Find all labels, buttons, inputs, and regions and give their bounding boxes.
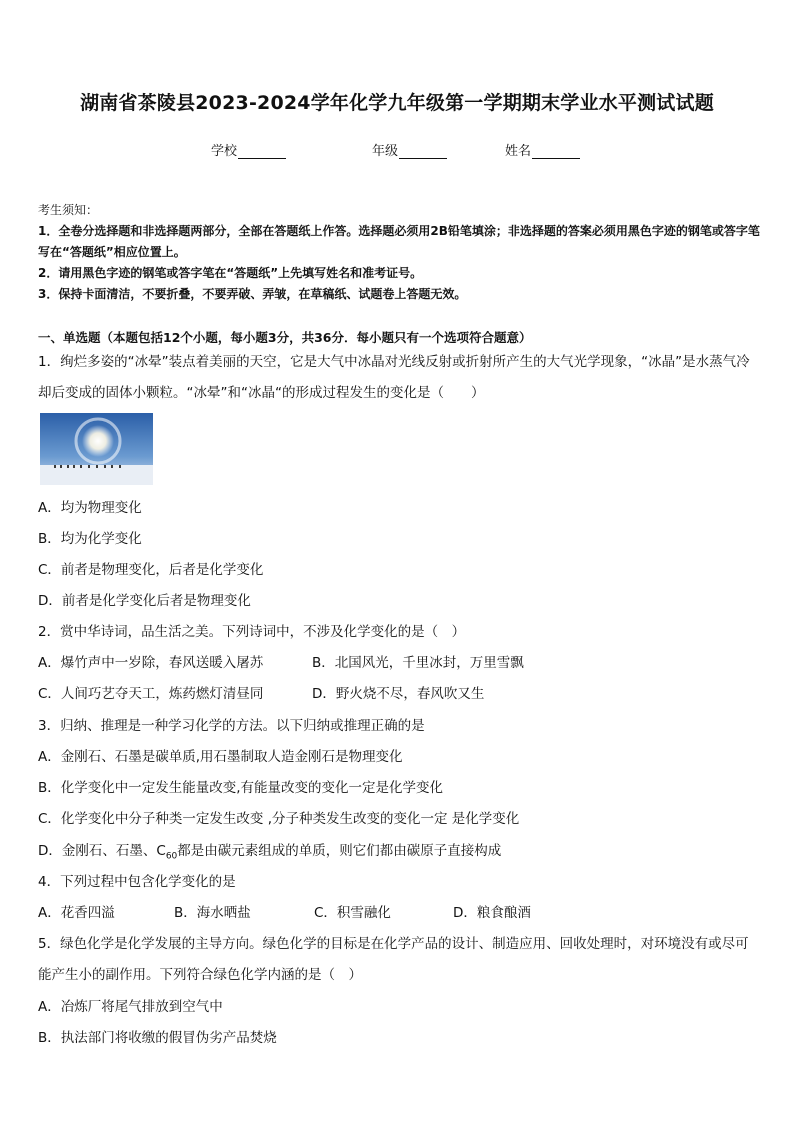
q1-option-a: A．均为物理变化 (38, 500, 142, 516)
q2-option-a: A．爆竹声中一岁除，春风送暖入屠苏 (38, 655, 264, 671)
grade-blank[interactable] (399, 145, 447, 159)
section-title: 一、单选题（本题包括12个小题，每小题3分，共36分．每小题只有一个选项符合题意） (38, 330, 532, 345)
ice-halo-photo (40, 413, 153, 485)
q4-option-b: B．海水晒盐 (174, 905, 251, 921)
q3-option-d-prefix: D．金刚石、石墨、C (38, 843, 166, 859)
notice-item: 3．保持卡面清洁，不要折叠，不要弄破、弄皱，在草稿纸、试题卷上答题无效。 (38, 287, 467, 301)
q3-option-c: C．化学变化中分子种类一定发生改变 ,分子种类发生改变的变化一定 是化学变化 (38, 811, 520, 827)
question-4-stem: 4．下列过程中包含化学变化的是 (38, 874, 236, 890)
q3-option-d-suffix: 都是由碳元素组成的单质，则它们都由碳原子直接构成 (177, 843, 502, 859)
school-blank[interactable] (238, 145, 286, 159)
student-info-row (0, 140, 794, 160)
exam-notice (38, 200, 760, 305)
q4-option-c: C．积雪融化 (314, 905, 391, 921)
q2-option-b: B．北国风光，千里冰封，万里雪飘 (312, 655, 524, 671)
q3-option-d-subscript: 60 (165, 851, 178, 862)
name-blank[interactable] (532, 145, 580, 159)
school-field (211, 140, 286, 159)
q3-option-d (38, 842, 501, 866)
q5-option-b: B．执法部门将收缴的假冒伪劣产品焚烧 (38, 1030, 277, 1046)
question-5-stem: 5．绿色化学是化学发展的主导方向。绿色化学的目标是在化学产品的设计、制造应用、回收处理时，对环境没有或尽可能产生小的副作用。下列符合绿色化学内涵的是（ ） (38, 936, 749, 983)
q2-option-c: C．人间巧艺夺天工，炼药燃灯清昼同 (38, 686, 264, 702)
q1-option-d: D．前者是化学变化后者是物理变化 (38, 593, 251, 609)
q1-option-c: C．前者是物理变化，后者是化学变化 (38, 562, 264, 578)
q3-option-a: A．金刚石、石墨是碳单质,用石墨制取人造金刚石是物理变化 (38, 749, 403, 765)
ice-halo-image (40, 413, 153, 485)
grade-field (372, 140, 447, 159)
q4-option-d: D．粮食酿酒 (453, 905, 531, 921)
notice-item: 1．全卷分选择题和非选择题两部分，全部在答题纸上作答。选择题必须用2B铅笔填涂；非选择题的答案必须用黑色字迹的钢笔或答字笔写在“答题纸”相应位置上。 (38, 224, 760, 259)
name-label: 姓名 (505, 144, 532, 159)
q4-option-a: A．花香四溢 (38, 905, 115, 921)
q2-option-d: D．野火烧不尽，春风吹又生 (312, 686, 485, 702)
name-field (505, 140, 580, 159)
grade-label: 年级 (372, 144, 399, 159)
school-label: 学校 (211, 144, 238, 159)
q3-option-b: B．化学变化中一定发生能量改变,有能量改变的变化一定是化学变化 (38, 780, 444, 796)
question-3-stem: 3．归纳、推理是一种学习化学的方法。以下归纳或推理正确的是 (38, 718, 425, 734)
page-title: 湖南省茶陵县2023-2024学年化学九年级第一学期期末学业水平测试试题 (80, 92, 714, 114)
q5-option-a: A．冶炼厂将尾气排放到空气中 (38, 999, 223, 1015)
q1-option-b: B．均为化学变化 (38, 531, 142, 547)
question-2-stem: 2．赏中华诗词，品生活之美。下列诗词中，不涉及化学变化的是（ ） (38, 624, 466, 640)
notice-heading: 考生须知： (38, 203, 99, 217)
question-1-stem: 1．绚烂多姿的“冰晕”装点着美丽的天空，它是大气中冰晶对光线反射或折射所产生的大气光学现象，“冰晶”是水蒸气冷却后变成的固体小颗粒。“冰晕”和“冰晶“的形成过程发生的变化是（ ） (38, 354, 750, 401)
notice-item: 2．请用黑色字迹的钢笔或答字笔在“答题纸”上先填写姓名和准考证号。 (38, 266, 423, 280)
